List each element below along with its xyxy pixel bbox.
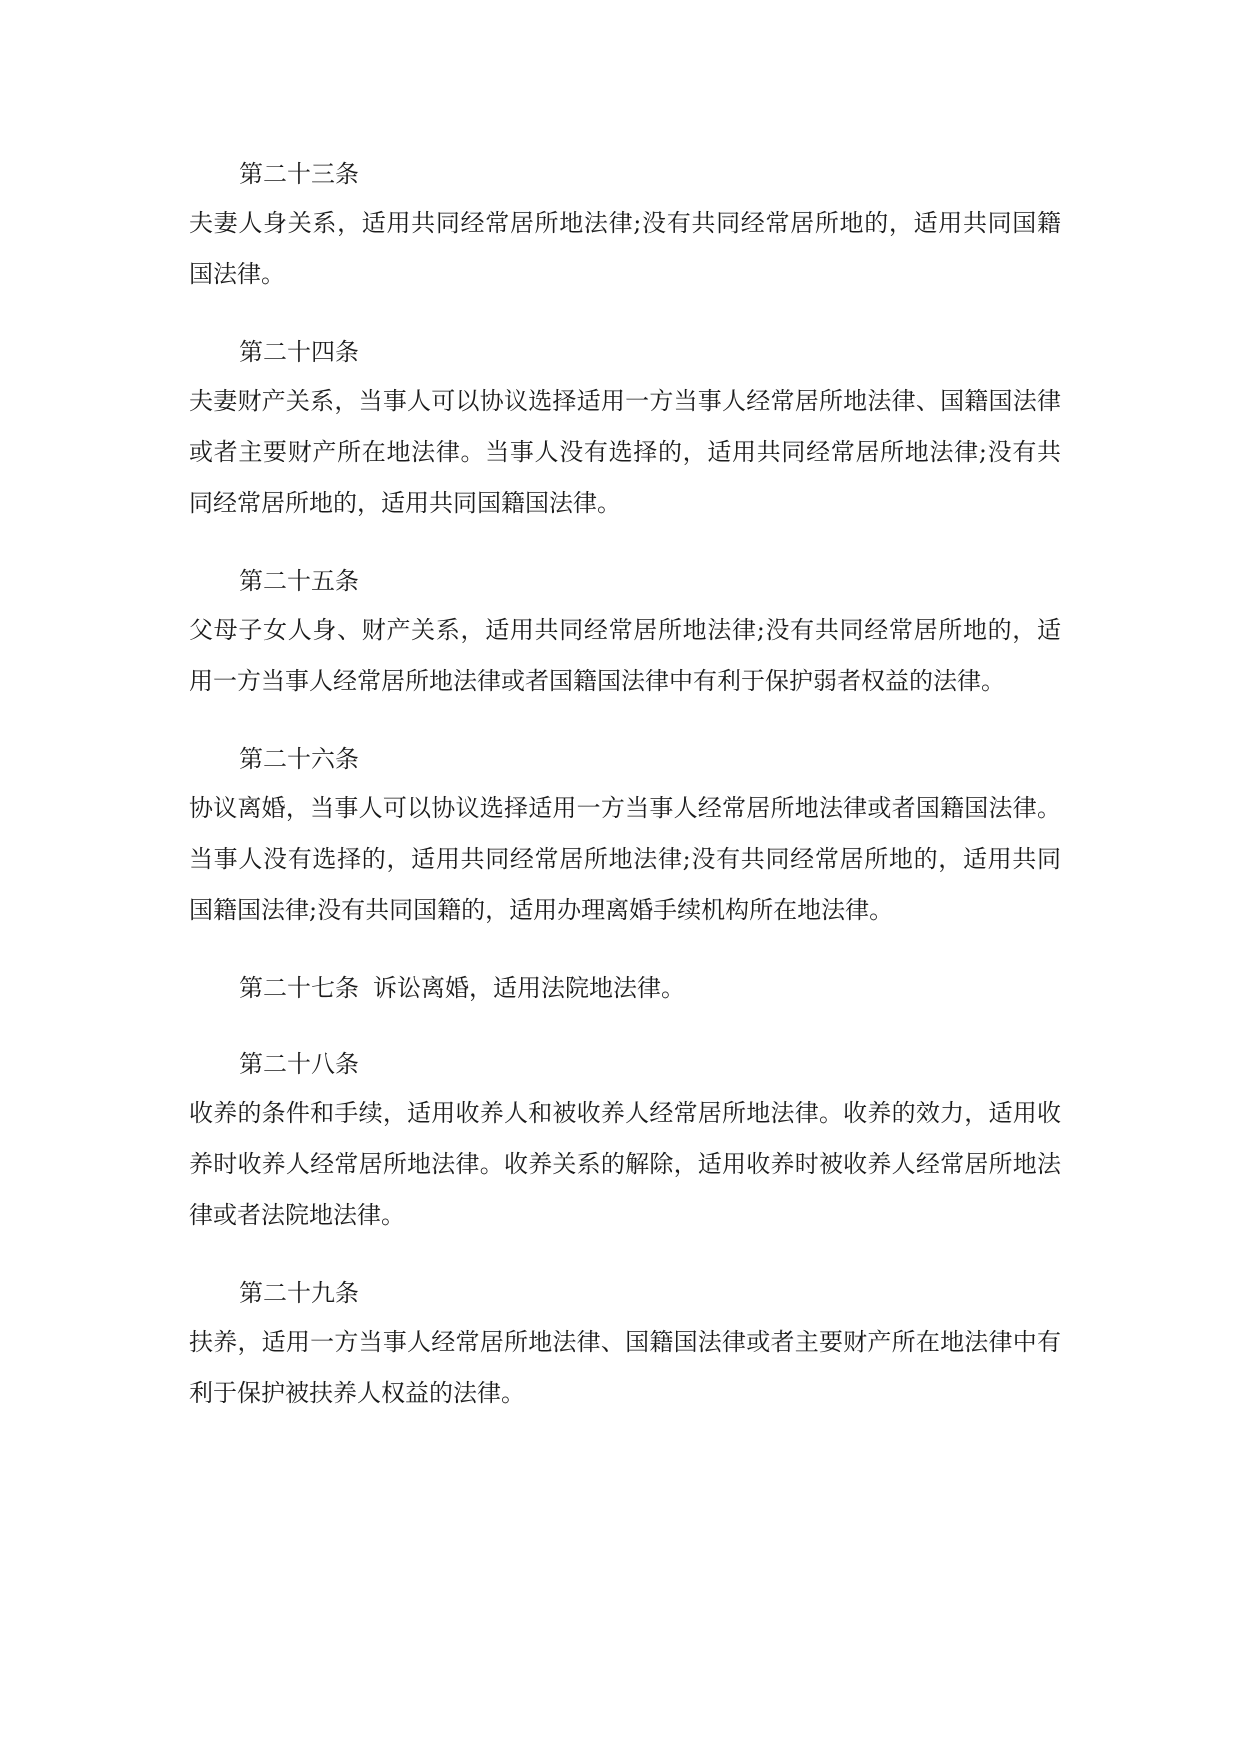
article-heading: 第二十五条: [239, 567, 359, 595]
article-27: [189, 964, 1061, 1012]
article-heading: 第二十七条 诉讼离婚，适用法院地法律。: [239, 974, 685, 1002]
document-body: [189, 150, 1061, 1419]
article-29: [189, 1269, 1061, 1419]
article-text: 收养的条件和手续，适用收养人和被收养人经常居所地法律。收养的效力，适用收养时收养人经常居所地法律。收养关系的解除，适用收养时被收养人经常居所地法律或者法院地法律。: [189, 1099, 1062, 1229]
article-23: [189, 150, 1061, 300]
article-text: 夫妻财产关系，当事人可以协议选择适用一方当事人经常居所地法律、国籍国法律或者主要财产所在地法律。当事人没有选择的，适用共同经常居所地法律;没有共同经常居所地的，适用共同国籍国法律。: [189, 387, 1062, 517]
article-text: 夫妻人身关系，适用共同经常居所地法律;没有共同经常居所地的，适用共同国籍国法律。: [189, 209, 1061, 288]
article-heading: 第二十八条: [239, 1050, 359, 1078]
article-heading: 第二十四条: [239, 338, 359, 366]
article-inline-text: 诉讼离婚，适用法院地法律。: [373, 974, 685, 1002]
article-heading: 第二十三条: [239, 160, 359, 188]
article-26: [189, 735, 1061, 936]
article-text: 扶养，适用一方当事人经常居所地法律、国籍国法律或者主要财产所在地法律中有利于保护被扶养人权益的法律。: [189, 1328, 1062, 1407]
article-text: 协议离婚，当事人可以协议选择适用一方当事人经常居所地法律或者国籍国法律。当事人没有选择的，适用共同经常居所地法律;没有共同经常居所地的，适用共同国籍国法律;没有共同国籍的，适用办理离婚手续机构所在地法律。: [189, 794, 1062, 924]
article-28: [189, 1040, 1061, 1241]
article-text: 父母子女人身、财产关系，适用共同经常居所地法律;没有共同经常居所地的，适用一方当事人经常居所地法律或者国籍国法律中有利于保护弱者权益的法律。: [189, 616, 1061, 695]
article-heading: 第二十九条: [239, 1279, 359, 1307]
article-24: [189, 328, 1061, 529]
article-heading: 第二十六条: [239, 745, 359, 773]
article-25: [189, 557, 1061, 707]
